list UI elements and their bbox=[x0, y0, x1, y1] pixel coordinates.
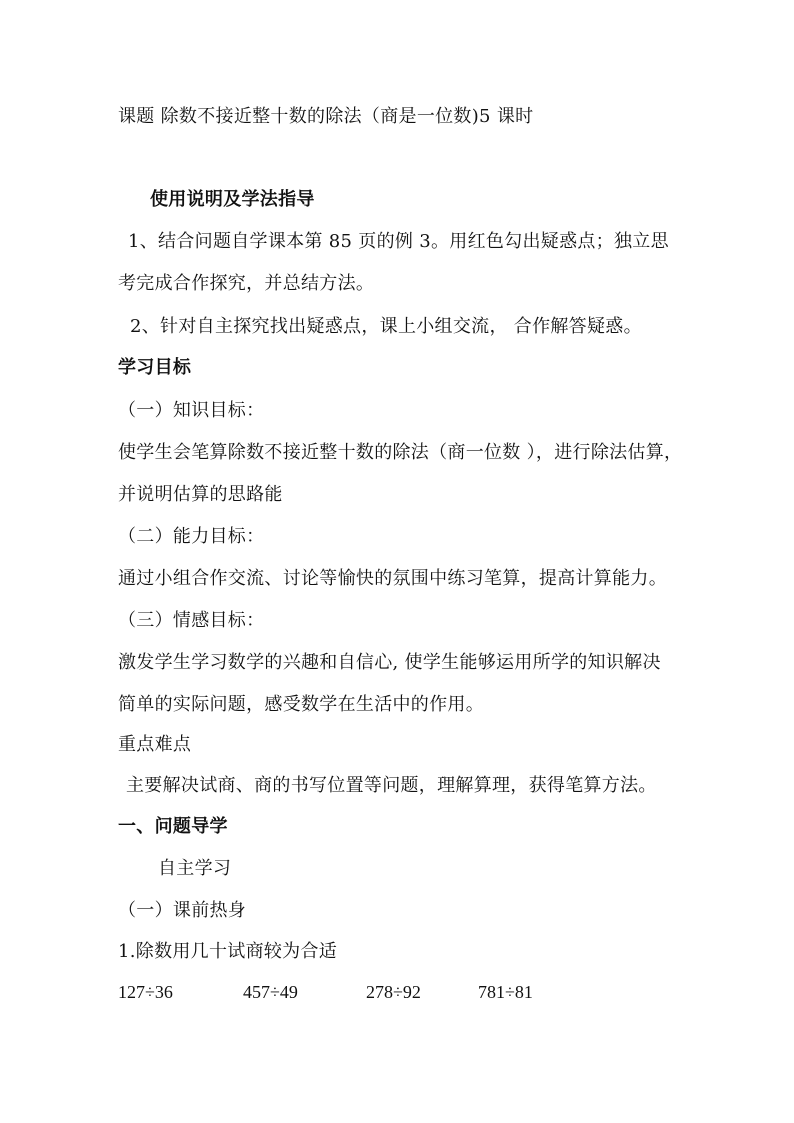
ability-objective-heading: （二）能力目标： bbox=[118, 526, 265, 547]
emotion-objective-heading: （三）情感目标： bbox=[118, 610, 265, 631]
knowledge-objective-line-1: 使学生会笔算除数不接近整十数的除法（商一位数 ），进行除法估算， bbox=[118, 442, 683, 463]
key-points-heading: 重点难点 bbox=[118, 734, 192, 755]
self-study-label: 自主学习 bbox=[158, 858, 232, 879]
key-points-text: 主要解决试商、商的书写位置等问题，理解算理，获得笔算方法。 bbox=[126, 775, 657, 796]
division-problem: 127÷36 bbox=[118, 982, 173, 1002]
lesson-title: 课题 除数不接近整十数的除法（商是一位数)5 课时 bbox=[118, 106, 534, 127]
division-problem: 278÷92 bbox=[366, 982, 421, 1002]
section-1-heading: 一、问题导学 bbox=[118, 816, 228, 837]
instructions-heading: 使用说明及学法指导 bbox=[150, 189, 315, 210]
question-1: 1.除数用几十试商较为合适 bbox=[118, 941, 338, 962]
division-problem: 781÷81 bbox=[478, 982, 533, 1002]
emotion-objective-line-2: 简单的实际问题，感受数学在生活中的作用。 bbox=[118, 694, 484, 715]
emotion-objective-line-1: 激发学生学习数学的兴趣和自信心, 使学生能够运用所学的知识解决 bbox=[118, 652, 661, 673]
division-problem: 457÷49 bbox=[243, 982, 298, 1002]
instruction-item-1-line-2: 考完成合作探究，并总结方法。 bbox=[118, 273, 375, 294]
knowledge-objective-heading: （一）知识目标： bbox=[118, 400, 265, 421]
knowledge-objective-line-2: 并说明估算的思路能 bbox=[118, 484, 283, 505]
objectives-heading: 学习目标 bbox=[118, 357, 192, 378]
warmup-heading: （一）课前热身 bbox=[118, 900, 247, 921]
instruction-item-1-line-1: 1、结合问题自学课本第 85 页的例 3。用红色勾出疑惑点；独立思 bbox=[128, 231, 669, 252]
ability-objective-text: 通过小组合作交流、讨论等愉快的氛围中练习笔算，提高计算能力。 bbox=[118, 568, 667, 589]
instruction-item-2: 2、针对自主探究找出疑惑点，课上小组交流， 合作解答疑惑。 bbox=[130, 316, 642, 337]
division-problems bbox=[118, 981, 638, 1003]
